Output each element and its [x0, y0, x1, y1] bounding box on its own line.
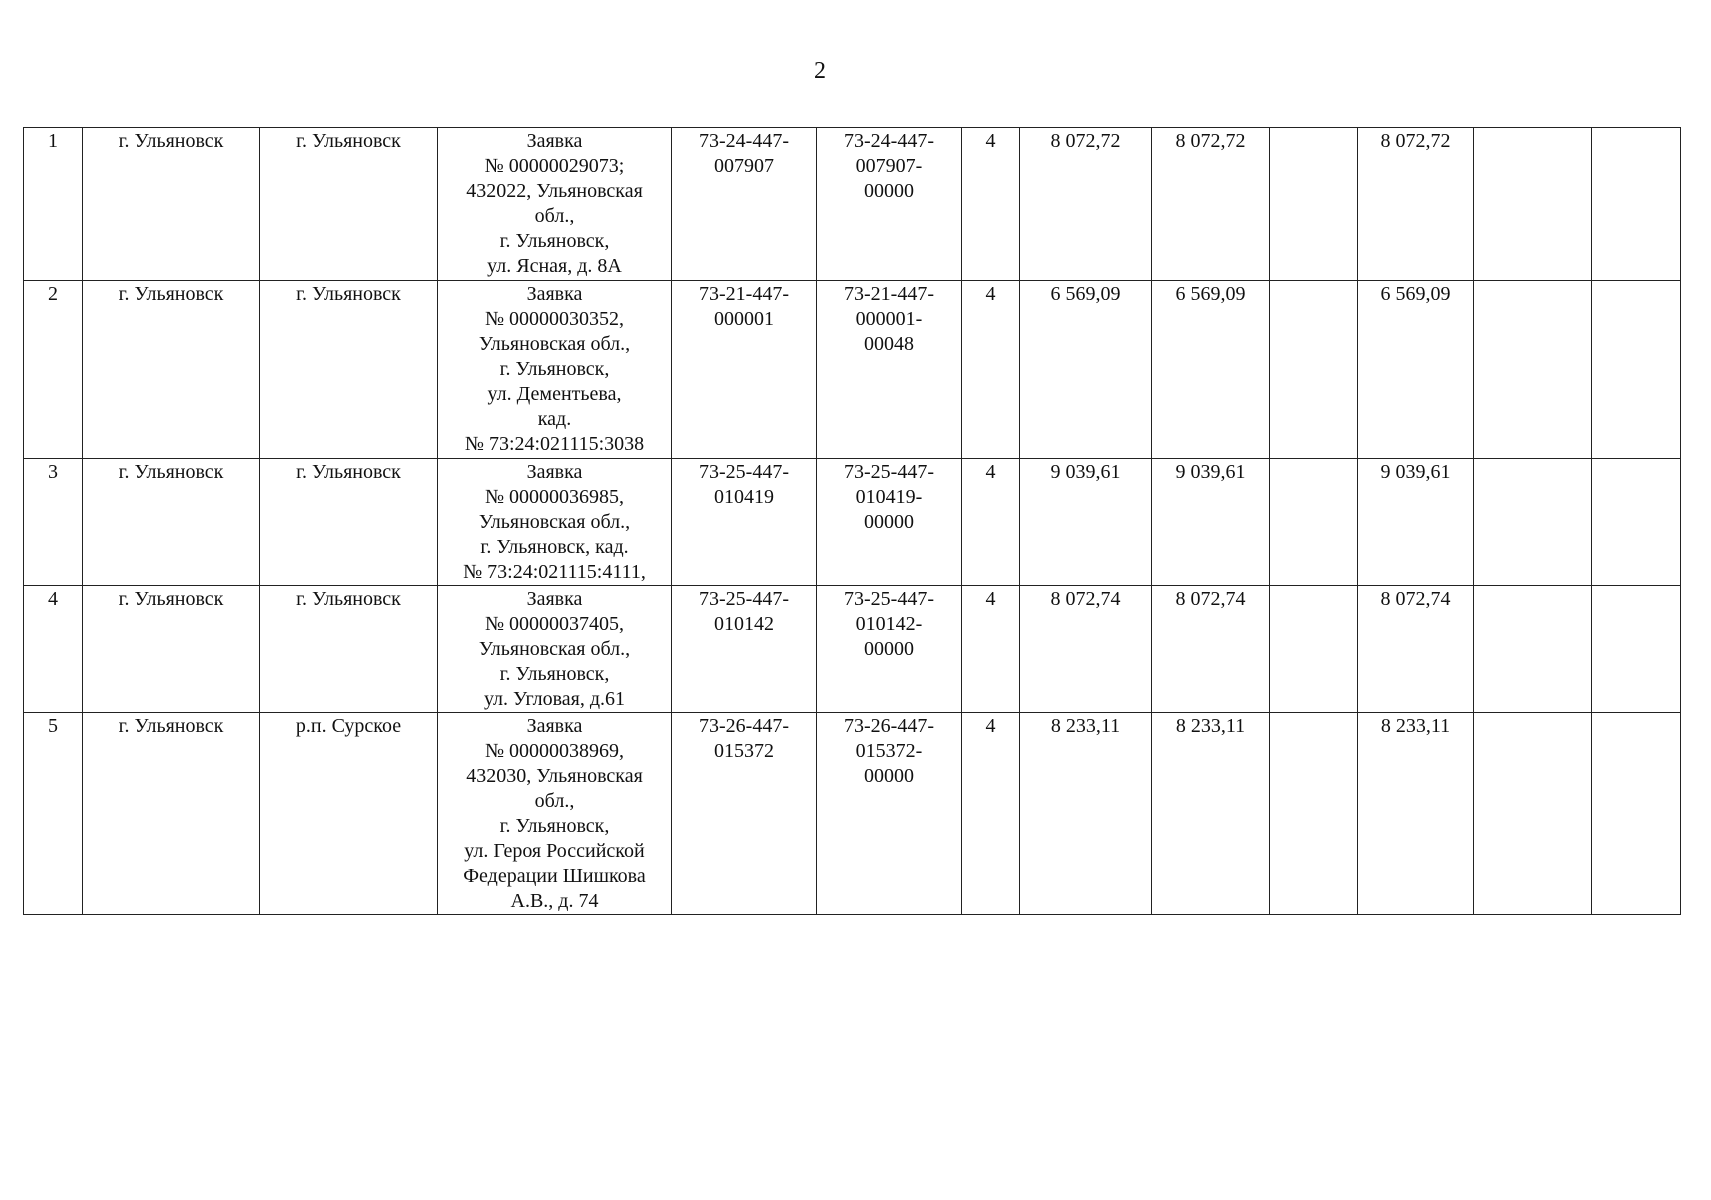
amount-cell: 8 072,72 — [1358, 128, 1474, 281]
code-cell: 73-25-447- 010142 — [672, 586, 817, 713]
amount-cell: 8 233,11 — [1152, 713, 1270, 915]
quantity-cell: 4 — [962, 459, 1020, 586]
application-cell: Заявка № 00000030352, Ульяновская обл., г. Ульяновск, ул. Дементьева, кад. № 73:24:021115:3038 — [438, 281, 672, 459]
amount-cell: 9 039,61 — [1152, 459, 1270, 586]
amount-cell — [1270, 128, 1358, 281]
table-row — [24, 713, 1681, 915]
amount-cell: 9 039,61 — [1358, 459, 1474, 586]
quantity-cell: 4 — [962, 281, 1020, 459]
amount-cell: 6 569,09 — [1152, 281, 1270, 459]
amount-cell: 8 233,11 — [1020, 713, 1152, 915]
full-code-cell: 73-26-447- 015372- 00000 — [817, 713, 962, 915]
table-row — [24, 459, 1681, 586]
full-code-cell: 73-25-447- 010419- 00000 — [817, 459, 962, 586]
code-cell: 73-24-447- 007907 — [672, 128, 817, 281]
extra-cell — [1592, 128, 1681, 281]
amount-cell — [1270, 281, 1358, 459]
amount-cell: 8 072,74 — [1020, 586, 1152, 713]
extra-cell — [1474, 281, 1592, 459]
amount-cell — [1270, 586, 1358, 713]
extra-cell — [1592, 713, 1681, 915]
table-row — [24, 586, 1681, 713]
application-cell: Заявка № 00000037405, Ульяновская обл., г. Ульяновск, ул. Угловая, д.61 — [438, 586, 672, 713]
amount-cell: 6 569,09 — [1358, 281, 1474, 459]
full-code-cell: 73-21-447- 000001- 00048 — [817, 281, 962, 459]
amount-cell: 8 072,72 — [1152, 128, 1270, 281]
application-cell: Заявка № 00000038969, 432030, Ульяновская обл., г. Ульяновск, ул. Героя Российской Федерации Шишкова А.В., д. 74 — [438, 713, 672, 915]
application-cell: Заявка № 00000036985, Ульяновская обл., г. Ульяновск, кад. № 73:24:021115:4111, — [438, 459, 672, 586]
row-number-cell: 4 — [24, 586, 83, 713]
full-code-cell: 73-24-447- 007907- 00000 — [817, 128, 962, 281]
extra-cell — [1474, 713, 1592, 915]
extra-cell — [1474, 586, 1592, 713]
quantity-cell: 4 — [962, 713, 1020, 915]
amount-cell: 8 072,74 — [1152, 586, 1270, 713]
extra-cell — [1592, 459, 1681, 586]
municipality-cell: г. Ульяновск — [83, 128, 260, 281]
quantity-cell: 4 — [962, 128, 1020, 281]
amount-cell — [1270, 713, 1358, 915]
row-number-cell: 1 — [24, 128, 83, 281]
extra-cell — [1592, 586, 1681, 713]
table-row — [24, 128, 1681, 281]
settlement-cell: г. Ульяновск — [260, 586, 438, 713]
municipality-cell: г. Ульяновск — [83, 713, 260, 915]
extra-cell — [1474, 459, 1592, 586]
amount-cell: 8 072,74 — [1358, 586, 1474, 713]
register-table — [23, 127, 1681, 915]
settlement-cell: г. Ульяновск — [260, 459, 438, 586]
code-cell: 73-26-447- 015372 — [672, 713, 817, 915]
row-number-cell: 3 — [24, 459, 83, 586]
amount-cell: 6 569,09 — [1020, 281, 1152, 459]
table-row — [24, 281, 1681, 459]
settlement-cell: р.п. Сурское — [260, 713, 438, 915]
full-code-cell: 73-25-447- 010142- 00000 — [817, 586, 962, 713]
amount-cell — [1270, 459, 1358, 586]
code-cell: 73-21-447- 000001 — [672, 281, 817, 459]
extra-cell — [1592, 281, 1681, 459]
row-number-cell: 5 — [24, 713, 83, 915]
settlement-cell: г. Ульяновск — [260, 128, 438, 281]
settlement-cell: г. Ульяновск — [260, 281, 438, 459]
amount-cell: 8 233,11 — [1358, 713, 1474, 915]
extra-cell — [1474, 128, 1592, 281]
code-cell: 73-25-447- 010419 — [672, 459, 817, 586]
page-number: 2 — [814, 58, 826, 84]
municipality-cell: г. Ульяновск — [83, 459, 260, 586]
amount-cell: 9 039,61 — [1020, 459, 1152, 586]
municipality-cell: г. Ульяновск — [83, 281, 260, 459]
row-number-cell: 2 — [24, 281, 83, 459]
amount-cell: 8 072,72 — [1020, 128, 1152, 281]
municipality-cell: г. Ульяновск — [83, 586, 260, 713]
quantity-cell: 4 — [962, 586, 1020, 713]
application-cell: Заявка № 00000029073; 432022, Ульяновская обл., г. Ульяновск, ул. Ясная, д. 8А — [438, 128, 672, 281]
